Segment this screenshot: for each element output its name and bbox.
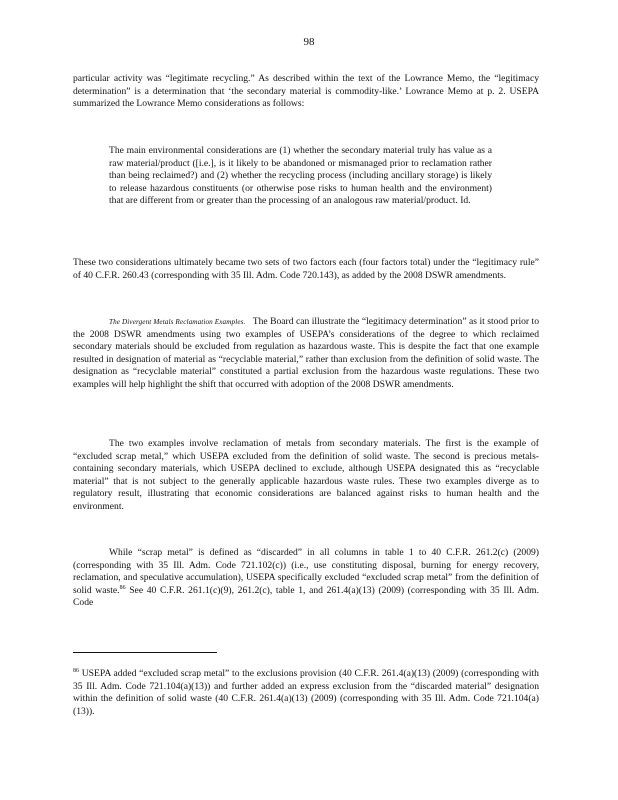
- paragraph-two-examples: The two examples involve reclamation of metals from secondary materials. The first is the example of “excluded scrap metal,” which USEPA excluded from the definition of solid waste. The second is precious metals-containing secondary materials, which USEPA declined to exclude, although USEPA designated this as “recyclable material” that is not subject to the generally applicable hazardous waste rules. These two examples diverge as to regulatory result, illustrating that economic considerations are balanced against risks to human health and the environment.: [73, 438, 539, 512]
- footnote-number: 86: [73, 667, 79, 674]
- page-number: 98: [303, 36, 315, 48]
- paragraph-two-considerations: These two considerations ultimately became two sets of two factors each (four factors total) under the “legitimacy rule” of 40 C.F.R. 260.43 (corresponding with 35 Ill. Adm. Code 720.143), as added by the 2008 DSWR amendments.: [73, 257, 539, 281]
- paragraph-scrap-metal: [73, 547, 539, 610]
- footnote-text: USEPA added “excluded scrap metal” to the exclusions provision (40 C.F.R. 261.4(a)(13) (2009) (corresponding with 35 Ill. Adm. Code 721.104(a)(13)) and further added an express exclusion from the “discarded material” designation within the definition of solid waste (40 C.F.R. 261.4(a)(13) (2009) (corresponding with 35 Ill. Adm. Code 721.104(a)(13)).: [73, 668, 539, 717]
- paragraph-text: While “scrap metal” is defined as “discarded” in all columns in table 1 to 40 C.F.R. 261.2(c) (2009) (corresponding with 35 Ill. Adm. Code 721.102(c)) (i.e., use constituting disposal, burning for energy recovery, reclamation, and speculative accumulation), USEPA specifically excluded “excluded scrap metal” from the definition of solid waste.: [73, 547, 539, 596]
- paragraph-divergent-examples: [73, 316, 539, 392]
- footnote-divider: [73, 652, 217, 653]
- footnote: [73, 668, 539, 718]
- paragraph-lowrance-memo: particular activity was “legitimate recycling.” As described within the text of the Lowrance Memo, the “legitimacy determination” is a determination that ‘the secondary material is commodity-like.’ Lowrance Memo at p. 2. USEPA summarized the Lowrance Memo considerations as follows:: [73, 73, 539, 110]
- section-heading: The Divergent Metals Reclamation Examples.: [109, 318, 246, 326]
- paragraph-text-tail: See 40 C.F.R. 261.1(c)(9), 261.2(c), table 1, and 261.4(a)(13) (2009) (corresponding with 35 Ill. Adm. Code: [73, 584, 539, 609]
- footnote-reference[interactable]: 86: [119, 584, 126, 591]
- block-quote: The main environmental considerations are (1) whether the secondary material truly has value as a raw material/product ([i.e.], is it likely to be abandoned or mismanaged prior to reclamation rather than being reclaimed?) and (2) whether the recycling process (including ancillary storage) is likely to release hazardous constituents (or otherwise pose risks to human health and the environment) that are different from or greater than the processing of an analogous raw material/product. Id.: [109, 145, 492, 207]
- paragraph-text: The Board can illustrate the “legitimacy determination” as it stood prior to the 2008 DSWR amendments using two examples of USEPA’s considerations of the degree to which reclaimed secondary materials should be excluded from regulation as hazardous waste. This is despite the fact that one example resulted in designation of material as “recyclable material,” rather than exclusion from the definition of solid waste. The designation as “recyclable material” constituted a partial exclusion from the hazardous waste regulations. These two examples will help highlight the shift that occurred with adoption of the 2008 DSWR amendments.: [73, 316, 539, 390]
